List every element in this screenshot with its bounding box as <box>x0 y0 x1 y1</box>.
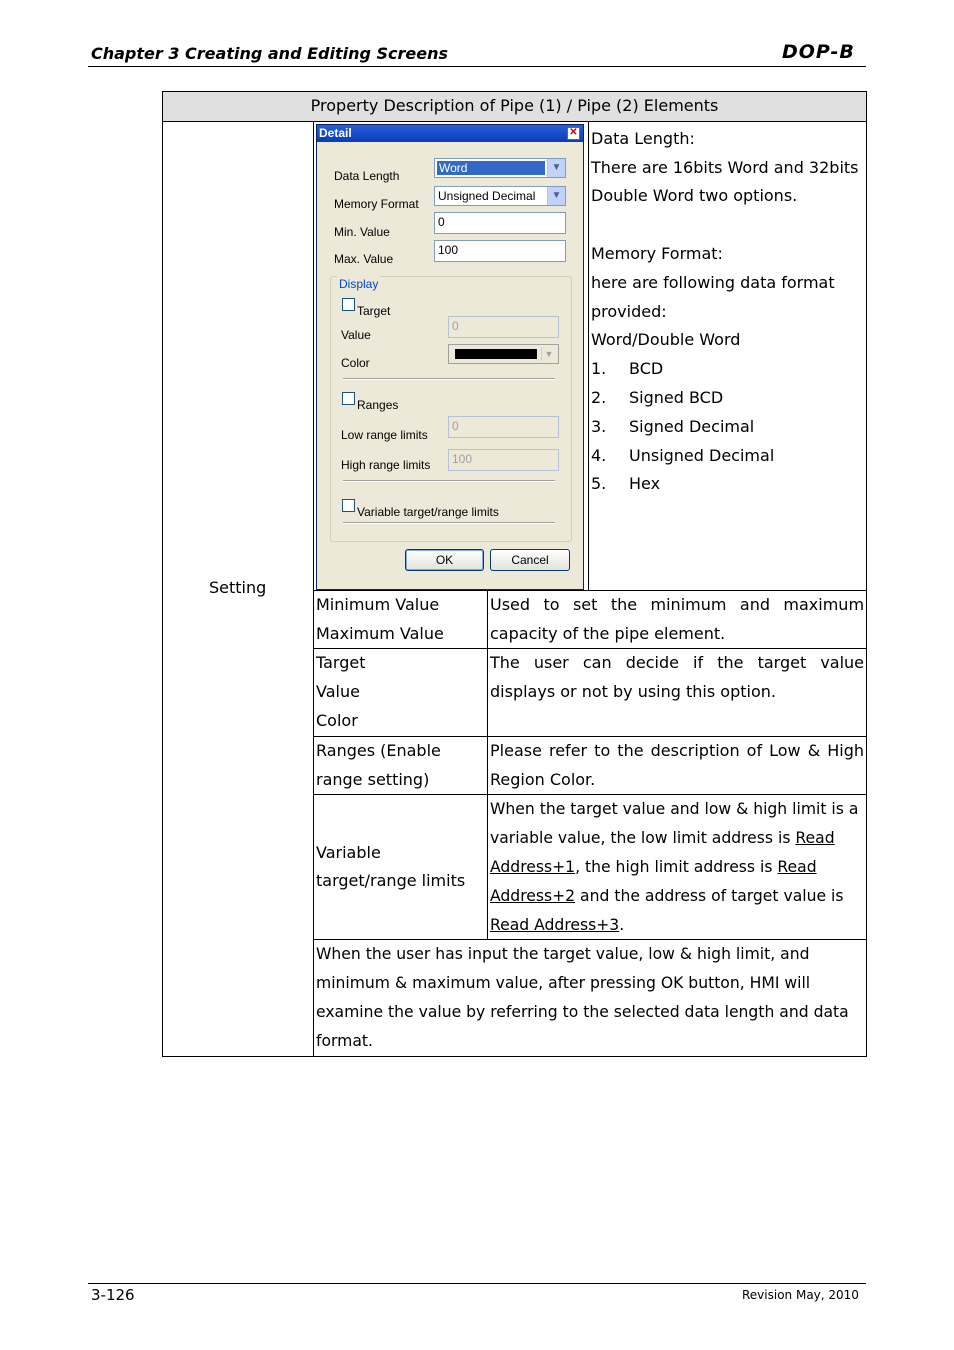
row-name-line: Ranges (Enable <box>316 740 441 760</box>
read-address-2-link: Read Address+2 <box>490 857 817 905</box>
max-value-label: Max. Value <box>334 251 394 266</box>
value-label: Value <box>341 327 371 342</box>
ranges-checkbox[interactable] <box>342 392 355 405</box>
row-name-line: Color <box>316 710 358 730</box>
data-length-select[interactable] <box>434 158 566 178</box>
detail-dialog <box>316 124 584 590</box>
chevron-down-icon[interactable]: ▼ <box>547 187 565 205</box>
property-table <box>162 91 867 1057</box>
list-number: 5. <box>591 474 607 494</box>
divider <box>343 480 555 482</box>
row-name-line: Maximum Value <box>316 623 444 643</box>
page-number: 3-126 <box>91 1286 135 1304</box>
text-run: and the address of target value is <box>575 886 844 905</box>
text-line <box>591 211 864 240</box>
high-range-label: High range limits <box>341 457 431 472</box>
row-description: Used to set the minimum and maximum capacity of the pipe element. <box>488 590 867 649</box>
list-number: 2. <box>591 387 607 407</box>
list-label: Unsigned Decimal <box>629 445 775 465</box>
target-label: Target <box>357 303 391 318</box>
chevron-down-icon[interactable]: ▼ <box>547 159 565 177</box>
row-name <box>314 795 488 940</box>
list-item <box>591 384 864 413</box>
high-range-input[interactable]: 100 <box>448 449 559 471</box>
table-caption: Property Description of Pipe (1) / Pipe (2) Elements <box>163 92 867 122</box>
dop-b-logo: DOP-B <box>782 41 855 63</box>
footer-rule <box>88 1283 866 1284</box>
list-number: 1. <box>591 359 607 379</box>
dialog-cell <box>314 121 589 590</box>
display-group-label: Display <box>337 270 380 299</box>
row-description: The user can decide if the target value displays or not by using this option. <box>488 649 867 736</box>
read-address-3-link: Read Address+3 <box>490 915 620 934</box>
text-line: Double Word two options. <box>591 186 798 206</box>
cancel-button[interactable]: Cancel <box>490 549 570 571</box>
text-line: There are 16bits Word and 32bits <box>591 157 859 177</box>
list-label: Signed Decimal <box>629 416 755 436</box>
list-label: BCD <box>629 359 664 379</box>
text-run: When the target value and low & high limit is a variable value, the low limit address is <box>490 800 859 848</box>
list-item <box>591 355 864 384</box>
list-number: 3. <box>591 416 607 436</box>
row-name-line: Target <box>316 653 366 673</box>
target-checkbox[interactable] <box>342 298 355 311</box>
color-swatch <box>455 349 537 359</box>
row-name-line: target/range limits <box>316 871 466 891</box>
ranges-label: Ranges <box>357 397 399 412</box>
memory-format-value: Unsigned Decimal <box>438 188 536 203</box>
list-item <box>591 470 864 499</box>
low-range-input[interactable]: 0 <box>448 416 559 438</box>
row-name <box>314 649 488 736</box>
data-length-label: Data Length <box>334 168 400 183</box>
low-range-label: Low range limits <box>341 427 428 442</box>
chapter-title: Chapter 3 Creating and Editing Screens <box>91 44 449 63</box>
ok-button[interactable]: OK <box>405 549 484 571</box>
text-line: Memory Format: <box>591 243 723 263</box>
text-line: provided: <box>591 301 667 321</box>
list-item <box>591 413 864 442</box>
memory-format-select[interactable] <box>434 186 566 206</box>
text-run: . <box>619 915 625 934</box>
row-description: Please refer to the description of Low & High Region Color. <box>488 736 867 795</box>
divider <box>343 522 555 524</box>
row-name <box>314 590 488 649</box>
close-icon[interactable]: ✕ <box>567 127 580 140</box>
min-value-input[interactable]: 0 <box>434 212 566 234</box>
text-line: Data Length: <box>591 128 695 148</box>
data-length-value: Word <box>437 161 545 175</box>
dialog-title: Detail <box>319 125 352 140</box>
text-run: , the high limit address is <box>575 857 778 876</box>
list-item <box>591 442 864 471</box>
memory-format-label: Memory Format <box>334 196 419 211</box>
footer-note: When the user has input the target value, low & high limit, and minimum & maximum value, after pressing OK button, HMI will examine the value by referring to the selected data length and data format. <box>314 940 867 1056</box>
list-number: 4. <box>591 445 607 465</box>
divider <box>343 378 555 380</box>
row-name-line: Value <box>316 682 360 702</box>
data-length-description <box>589 121 867 590</box>
max-value-input[interactable]: 100 <box>434 240 566 262</box>
row-description <box>488 795 867 940</box>
list-label: Signed BCD <box>629 387 724 407</box>
setting-label: Setting <box>163 121 314 1056</box>
row-name-line: Minimum Value <box>316 594 440 614</box>
text-line: Word/Double Word <box>591 330 741 350</box>
color-picker[interactable] <box>448 344 559 364</box>
row-name-line: range setting) <box>316 769 430 789</box>
read-address-1-link: Read Address+1 <box>490 829 835 876</box>
list-label: Hex <box>629 474 661 494</box>
header-rule <box>88 66 866 67</box>
variable-checkbox[interactable] <box>342 499 355 512</box>
color-label: Color <box>341 355 370 370</box>
variable-label: Variable target/range limits <box>357 504 499 519</box>
row-name-line: Variable <box>316 842 381 862</box>
chevron-down-icon[interactable]: ▼ <box>541 347 556 361</box>
min-value-label: Min. Value <box>334 224 390 239</box>
target-value-input[interactable]: 0 <box>448 316 559 338</box>
text-line: here are following data format <box>591 272 835 292</box>
revision-date: Revision May, 2010 <box>742 1288 859 1302</box>
dialog-titlebar <box>317 125 583 142</box>
row-name <box>314 736 488 795</box>
